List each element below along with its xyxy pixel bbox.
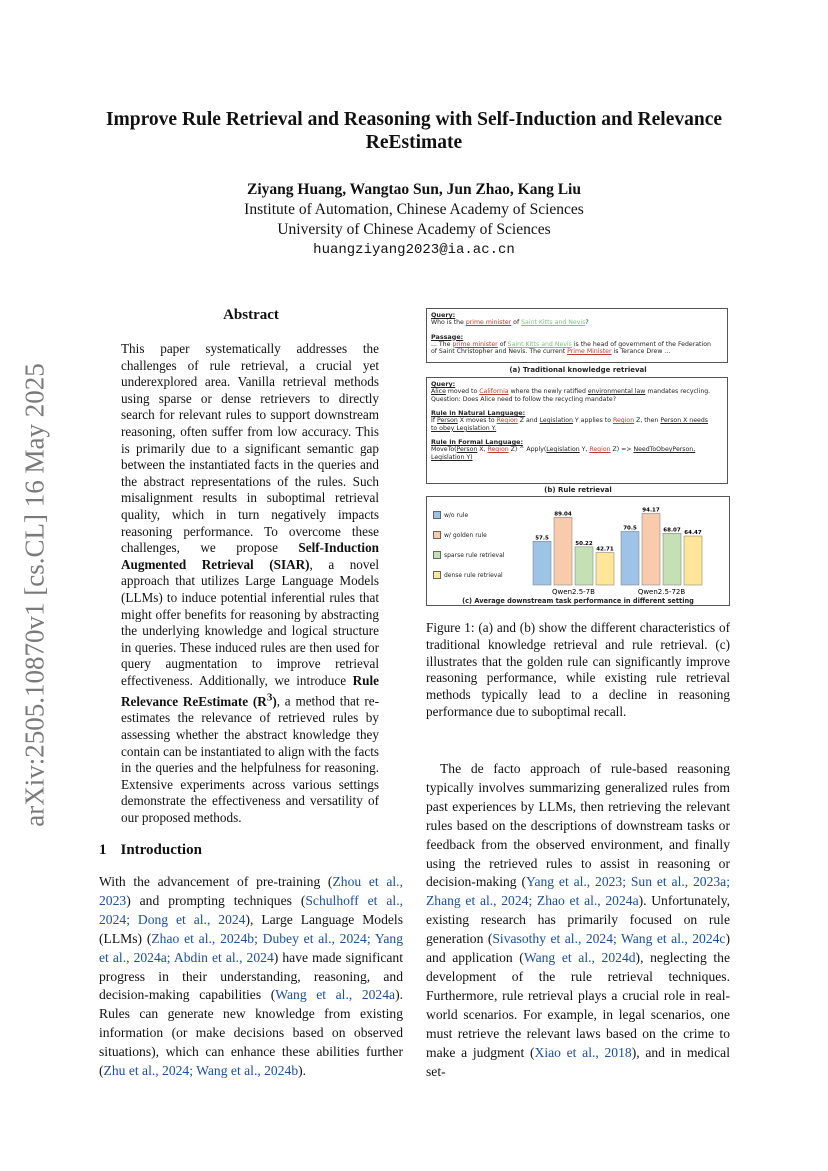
- panel-b-nl-part: X moves to: [457, 417, 497, 425]
- panel-b-query-line-2: Question: Does Alice need to follow the recycling mandate?: [431, 395, 616, 403]
- panel-a-passage-part: ... The: [431, 340, 453, 348]
- panel-a-query-part: prime minister: [465, 319, 512, 326]
- panel-a-passage-part: is the head of government of the Federation: [571, 340, 711, 348]
- intro-text: ) and prompting techniques (: [126, 892, 306, 908]
- panel-a-passage-line-1: [431, 341, 723, 349]
- citation-link[interactable]: Schulhoff et al., 2024; Dong et al., 2024: [99, 892, 403, 927]
- panel-a-passage-part: is Terance Drew ...: [611, 348, 671, 356]
- panel-a-passage-label: Passage:: [431, 332, 464, 341]
- intro-text: ), Large Language Models (LLMs) (: [99, 911, 404, 946]
- bar-value-label: 94.17: [642, 507, 660, 514]
- figure-panel-b: [426, 377, 728, 484]
- bar-value-label: 42.71: [596, 546, 614, 553]
- bar-value-label: 89.04: [554, 511, 572, 518]
- panel-b-query-part: environmental law: [587, 388, 646, 395]
- panel-a-query-label: Query:: [431, 311, 456, 319]
- author-names: Ziyang Huang, Wangtao Sun, Jun Zhao, Kang Liu: [247, 181, 581, 198]
- figure-1: [426, 308, 730, 610]
- author-email[interactable]: huangziyang2023@ia.ac.cn: [313, 242, 515, 258]
- panel-b-fl-part: NeedToObeyPerson,: [633, 446, 696, 454]
- panel-b-caption: (b) Rule retrieval: [544, 486, 612, 494]
- right-column-paragraph: [426, 760, 730, 1081]
- bar: [575, 547, 593, 585]
- panel-b-fl-part: Z) =>: [610, 446, 634, 454]
- panel-b-fl-part: Region: [589, 446, 611, 454]
- panel-a-passage-part: Prime Minister: [567, 348, 612, 356]
- body-text: ), and in medical set-: [426, 1044, 730, 1079]
- panel-b-query-label: Query:: [431, 380, 456, 388]
- panel-c-caption: (c) Average downstream task performance in different setting: [462, 597, 694, 605]
- bar: [642, 513, 660, 585]
- category-label: Qwen2.5-7B: [552, 588, 595, 596]
- panel-a-query-part: of: [511, 319, 522, 326]
- section-heading-introduction: [99, 842, 202, 859]
- bar-value-label: 57.5: [535, 535, 549, 542]
- panel-a-query-part: Who is the: [431, 319, 466, 326]
- body-text: The de facto approach of rule-based reasoning typically involves summarizing generalized rules from past experiences by LLMs, then retrieving the relevant rules based on the descriptions of downstream tasks or feedback from the observed environment, and finally using the retrieved rules to assist in reasoning or decision-making (: [426, 761, 730, 890]
- intro-paragraph: [99, 873, 403, 1081]
- panel-b-query-part: mandates recycling.: [645, 388, 711, 395]
- panel-b-fl-part: X,: [477, 446, 488, 454]
- panel-b-fl-part: Y,: [579, 446, 590, 454]
- bar-chart: [427, 497, 729, 605]
- panel-b-nl-line-1: [431, 417, 723, 425]
- abstract-heading: Abstract: [223, 307, 279, 323]
- panel-b-nl-line-2: to obey Legislation Y.: [431, 424, 497, 432]
- legend-label: w/o rule: [444, 511, 469, 519]
- panel-b-nl-part: Legislation: [539, 417, 573, 425]
- paper-title: Improve Rule Retrieval and Reasoning with Self-Induction and Relevance ReEstimate: [105, 109, 723, 153]
- intro-text: ). Rules can generate new knowledge from existing information (or make decisions based on observed situations), which can enhance these abilities further (: [99, 987, 403, 1079]
- panel-b-fl-part: Z) ^ Apply(: [508, 446, 547, 454]
- panel-a-passage-part: of: [497, 340, 508, 348]
- panel-b-nl-part: Person: [436, 417, 458, 425]
- panel-b-fl-label: Rule in Formal Language:: [431, 438, 524, 447]
- panel-a-query-part: ?: [585, 319, 589, 326]
- body-text: ), neglecting the development of the rule retrieval techniques. Furthermore, rule retrieval plays a crucial role in real-world scenarios. For example, in legal scenarios, one must retrieve the relevant laws based on the crime to make a judgment (: [426, 950, 730, 1060]
- citation-link[interactable]: Xiao et al., 2018: [534, 1044, 632, 1060]
- bar: [684, 536, 702, 585]
- panel-b-fl-line-1: [431, 446, 723, 454]
- abstract-text-1: This paper systematically addresses the challenges of rule retrieval, a crucial yet underexplored area. Vanilla retrieval methods using sparse or dense retrievers to directly search for relevant rules to support downstream reasoning, often suffer from low accuracy. This is primarily due to a significant semantic gap between the instantiated facts in the queries and the abstract representations of the rules. Such misalignment results in suboptimal retrieval quality, which in turn negatively impacts reasoning performance. To overcome these challenges, we propose: [121, 341, 379, 556]
- figure-1-caption: Figure 1: (a) and (b) show the different characteristics of traditional knowledge retrieval and rule retrieval. (c) illustrates that the golden rule can significantly improve reasoning performance, while existing rule retrieval methods typically lead to a decline in reasoning performance due to suboptimal recall.: [426, 620, 730, 719]
- abstract-bold-r3-sup: 3: [266, 691, 273, 704]
- panel-b-query-part: moved to: [445, 388, 480, 395]
- body-text: ) and application (: [426, 931, 730, 966]
- bar: [554, 517, 572, 585]
- arxiv-identifier[interactable]: arXiv:2505.10870v1 [cs.CL] 16 May 2025: [19, 363, 50, 827]
- panel-b-nl-part: Y applies to: [572, 417, 613, 425]
- panel-b-fl-part: Legislation: [546, 446, 580, 454]
- bar: [596, 553, 614, 585]
- panel-a-passage-part: of Saint Christopher and Nevis. The current: [431, 348, 568, 356]
- section-title: Introduction: [120, 842, 202, 858]
- panel-b-nl-part: If: [431, 417, 437, 425]
- citation-link[interactable]: Wang et al., 2024d: [523, 950, 636, 966]
- panel-a-caption: (a) Traditional knowledge retrieval: [509, 366, 647, 374]
- citation-link[interactable]: Sivasothy et al., 2024; Wang et al., 2024c: [492, 931, 726, 947]
- panel-b-fl-part: Person: [456, 446, 478, 454]
- panel-a-passage-part: prime minister: [452, 340, 498, 348]
- panel-b-nl-part: Region: [496, 417, 518, 425]
- category-label: Qwen2.5-72B: [637, 588, 686, 596]
- intro-text: ).: [298, 1063, 307, 1079]
- bar: [663, 533, 681, 585]
- panel-b-nl-part: Z and: [517, 417, 540, 425]
- panel-b-fl-line-2: Legislation Y): [431, 453, 473, 461]
- panel-b-nl-label: Rule in Natural Language:: [431, 409, 526, 418]
- bar-value-label: 68.07: [663, 527, 681, 534]
- panel-a-query-part: Saint Kitts and Nevis: [521, 319, 586, 326]
- panel-b-query-part: where the newly ratified: [508, 388, 588, 395]
- legend-label: w/ golden rule: [444, 531, 487, 539]
- panel-b-query-part: Alice: [431, 388, 446, 395]
- panel-b-query-part: California: [479, 388, 509, 395]
- panel-a-query: [431, 319, 723, 327]
- citation-link[interactable]: Zhao et al., 2024b; Dubey et al., 2024; Yang et al., 2024a; Abdin et al., 2024: [99, 930, 403, 965]
- body-text: ). Unfortunately, existing research has primarily focused on rule generation (: [426, 893, 731, 947]
- affiliation-1: Institute of Automation, Chinese Academy of Sciences: [244, 201, 584, 218]
- legend-label: sparse rule retrieval: [444, 551, 505, 559]
- panel-b-query-line-1: [431, 388, 723, 396]
- panel-a-passage-line-2: [431, 348, 723, 356]
- bar-value-label: 70.5: [623, 525, 637, 532]
- section-number: 1: [99, 842, 107, 858]
- bar-value-label: 64.47: [684, 530, 702, 537]
- abstract-bold-siar: Self-Induction Augmented Retrieval (SIAR): [121, 540, 379, 572]
- affiliation-2: University of Chinese Academy of Sciences: [277, 221, 551, 238]
- citation-link[interactable]: Zhou et al., 2023: [99, 874, 403, 908]
- arxiv-sidebar: [10, 330, 60, 860]
- panel-a-passage-part: Saint Kitts and Nevis: [507, 340, 572, 348]
- bar: [621, 531, 639, 585]
- abstract-bold-r3-end: ): [272, 693, 277, 709]
- intro-text: With the advancement of pre-training (: [99, 874, 333, 889]
- figure-panel-a: [426, 308, 728, 363]
- bar: [533, 541, 551, 585]
- citation-link[interactable]: Zhu et al., 2024; Wang et al., 2024b: [103, 1063, 299, 1079]
- panel-b-nl-part: Person X needs: [660, 417, 708, 425]
- legend-label: dense rule retrieval: [444, 571, 503, 579]
- abstract-bold-r3: Rule Relevance ReEstimate (R: [121, 672, 379, 709]
- panel-c-chart: [426, 496, 730, 606]
- panel-b-nl-part: Region: [612, 417, 635, 425]
- bar-value-label: 50.22: [575, 540, 593, 547]
- abstract-body: [121, 341, 379, 827]
- intro-text: ) have made significant progress in their understanding, reasoning, and decision-making capabilities (: [99, 949, 403, 1003]
- panel-b-nl-part: Z, then: [634, 417, 661, 425]
- abstract-text-2: , a novel approach that utilizes Large Language Models (LLMs) to induce potential inferential rules that might offer benefits for reasoning by abstracting the underlying knowledge and logical structure in queries. These induced rules are then used for query augmentation to improve retrieval effectiveness. Additionally, we introduce: [121, 556, 379, 688]
- citation-link[interactable]: Wang et al., 2024a: [275, 987, 396, 1003]
- citation-link[interactable]: Yang et al., 2023; Sun et al., 2023a; Zhang et al., 2024; Zhao et al., 2024a: [426, 874, 730, 909]
- author-block: [90, 180, 738, 260]
- panel-b-fl-part: Region: [487, 446, 509, 454]
- abstract-text-3: , a method that re-estimates the relevance of retrieved rules by assessing whether the abstract knowledge they contain can be instantiated to align with the facts in the queries and the helpfulness for reasoning. Extensive experiments across various settings demonstrate the effectiveness and versatility of our proposed methods.: [121, 693, 379, 826]
- panel-b-fl-part: MoveTo(: [431, 446, 457, 454]
